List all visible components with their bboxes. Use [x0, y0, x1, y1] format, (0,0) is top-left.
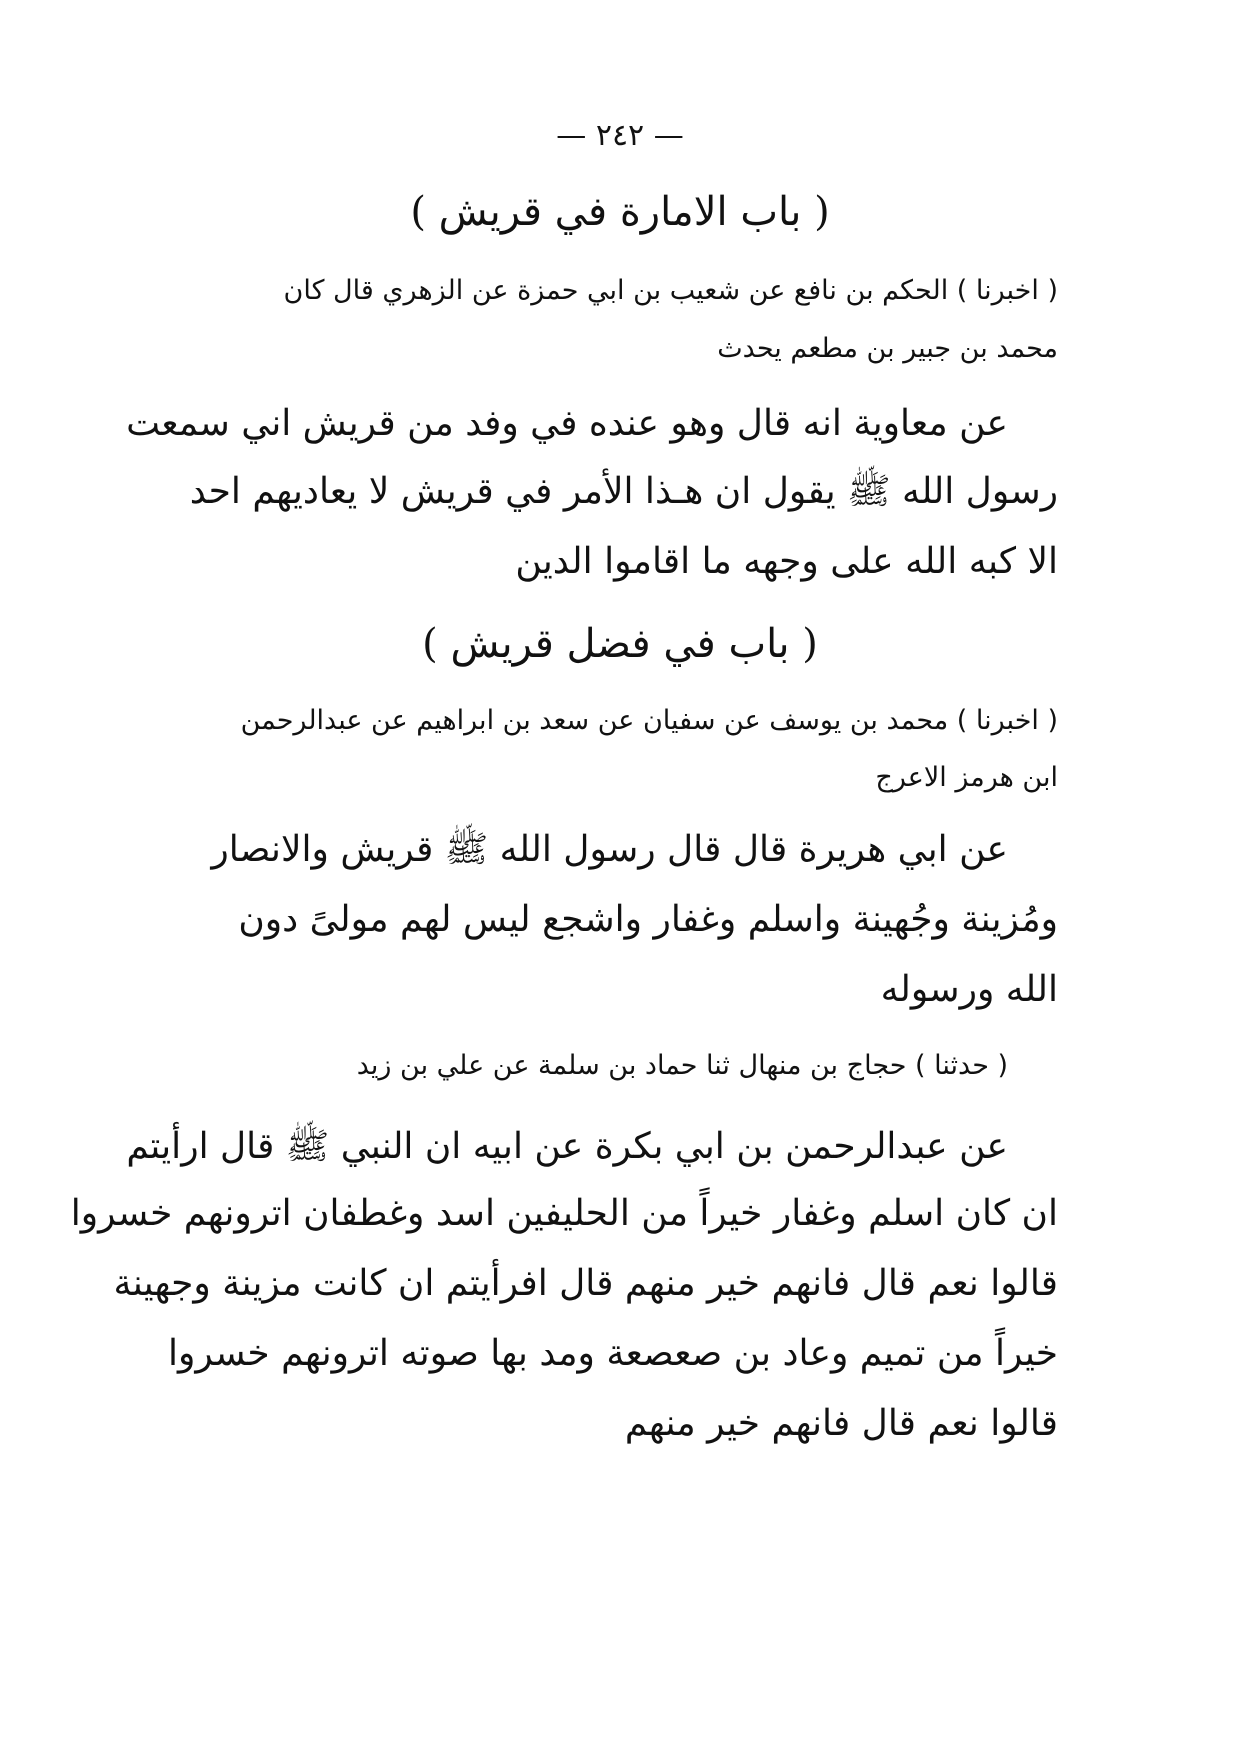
section-heading-fadl-quraysh: ( باب في فضل قريش ): [422, 621, 818, 667]
isnad-line: ( اخبرنا ) الحكم بن نافع عن شعيب بن ابي حمزة عن الزهري قال كان: [283, 275, 1058, 306]
matn-line: ومُزينة وجُهينة واسلم وغفار واشجع ليس لهم مولىً دون: [238, 899, 1058, 940]
isnad-line: ( اخبرنا ) محمد بن يوسف عن سفيان عن سعد بن ابراهيم عن عبدالرحمن: [240, 705, 1058, 736]
section-heading-imara: ( باب الامارة في قريش ): [410, 189, 830, 235]
matn-line: خيراً من تميم وعاد بن صعصعة ومد بها صوته اترونهم خسروا: [168, 1333, 1058, 1374]
matn-line: رسول الله ﷺ يقول ان هـذا الأمر في قريش لا يعاديهم احد: [189, 471, 1058, 512]
matn-line: قالوا نعم قال فانهم خير منهم: [624, 1403, 1058, 1444]
matn-line: عن عبدالرحمن بن ابي بكرة عن ابيه ان النبي ﷺ قال ارأيتم: [126, 1126, 1008, 1167]
isnad-line: محمد بن جبير بن مطعم يحدث: [717, 333, 1058, 364]
matn-line: الا كبه الله على وجهه ما اقاموا الدين: [515, 541, 1058, 582]
page-number: — ٢٤٢ —: [556, 118, 684, 153]
matn-line: ان كان اسلم وغفار خيراً من الحليفين اسد وغطفان اترونهم خسروا: [70, 1193, 1058, 1234]
matn-line: عن ابي هريرة قال قال رسول الله ﷺ قريش والانصار: [211, 829, 1008, 870]
matn-line: الله ورسوله: [880, 969, 1058, 1010]
matn-line: قالوا نعم قال فانهم خير منهم قال افرأيتم ان كانت مزينة وجهينة: [113, 1263, 1058, 1304]
isnad-line: ابن هرمز الاعرج: [875, 762, 1058, 793]
isnad-line: ( حدثنا ) حجاج بن منهال ثنا حماد بن سلمة عن علي بن زيد: [356, 1050, 1008, 1081]
matn-line: عن معاوية انه قال وهو عنده في وفد من قريش اني سمعت: [126, 403, 1008, 444]
